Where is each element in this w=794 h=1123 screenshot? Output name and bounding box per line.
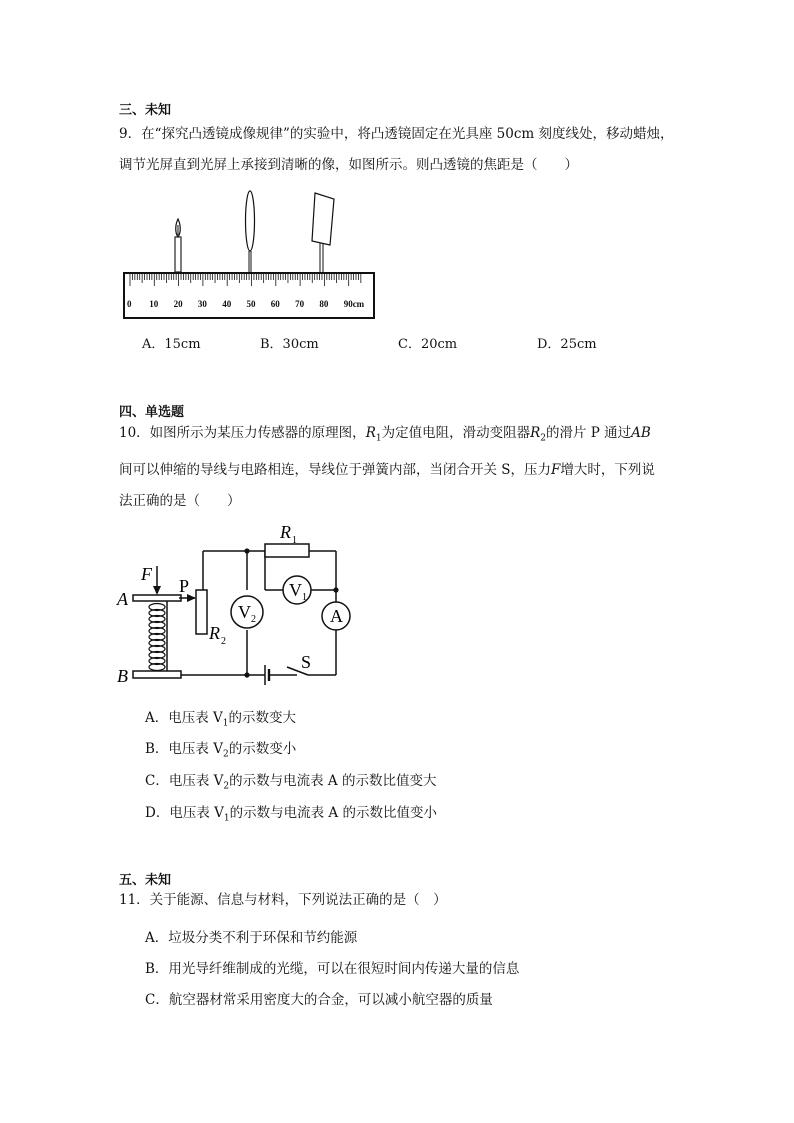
- question-11: [119, 885, 689, 916]
- label-s: S: [301, 652, 312, 672]
- option-c[interactable]: C．航空器材常采用密度大的合金，可以减小航空器的质量: [145, 992, 493, 1008]
- label-b: B: [117, 666, 128, 686]
- label-r1: R: [280, 522, 291, 542]
- section-heading-unknown-1: 三、未知: [119, 103, 172, 118]
- option-b[interactable]: B．用光导纤维制成的光缆，可以在很短时间内传递大量的信息: [145, 961, 520, 977]
- q10-text: 的滑片 P 通过: [546, 425, 632, 441]
- question-9-line-2: 调节光屏直到光屏上承接到清晰的像，如图所示。则凸透镜的焦距是（ ）: [119, 157, 578, 173]
- label-v2-sub: 2: [251, 614, 256, 625]
- symbol-r1-sub: 1: [375, 433, 382, 444]
- label-v2: V: [238, 602, 251, 622]
- label-ammeter: A: [330, 606, 343, 626]
- option-d[interactable]: D．25cm: [537, 337, 597, 352]
- question-11-stem: 11．关于能源、信息与材料，下列说法正确的是（ ）: [119, 892, 447, 908]
- option-text: D．电压表 V: [145, 805, 224, 821]
- question-9-line-1: 9．在“探究凸透镜成像规律”的实验中，将凸透镜固定在光具座 50cm 刻度线处，移动蜡烛，: [119, 126, 674, 142]
- ruler-tick-label: 70: [295, 299, 305, 309]
- option-c[interactable]: C．20cm: [398, 337, 458, 352]
- symbol-ab: AB: [631, 425, 651, 441]
- voltmeter-v1: [283, 576, 311, 604]
- label-r2: R: [209, 623, 220, 643]
- symbol-r2-sub: 2: [540, 433, 546, 444]
- spring: [149, 604, 165, 671]
- ammeter: [322, 602, 350, 630]
- ruler-tick-label: 90cm: [343, 299, 365, 309]
- label-r1-sub: 1: [292, 535, 297, 546]
- q10-text: 增大时，下列说: [560, 461, 655, 478]
- option-d[interactable]: [145, 801, 437, 824]
- label-a: A: [117, 589, 128, 609]
- convex-lens: [246, 191, 255, 273]
- section-heading-unknown-2: 五、未知: [119, 873, 172, 888]
- ruler-tick-label: 0: [127, 299, 132, 309]
- question-10-line-3: 法正确的是（ ）: [119, 492, 241, 509]
- option-text: A．电压表 V: [145, 710, 223, 726]
- ruler-tick-label: 80: [319, 299, 329, 309]
- option-text: 的示数变大: [228, 710, 297, 726]
- optical-bench-figure: [120, 185, 380, 321]
- option-b[interactable]: [145, 737, 296, 760]
- voltmeter-v2: [231, 596, 263, 628]
- label-v1-sub: 1: [302, 592, 307, 603]
- option-sub: 2: [222, 749, 229, 760]
- q10-text: 10．如图所示为某压力传感器的原理图，: [119, 425, 366, 441]
- option-sub: 2: [223, 781, 230, 792]
- ruler-tick-label: 10: [149, 299, 159, 309]
- ruler: [124, 273, 374, 318]
- option-a[interactable]: A．垃圾分类不利于环保和节约能源: [145, 930, 358, 946]
- option-text: B．电压表 V: [145, 741, 223, 757]
- question-10-line-2: [119, 455, 689, 486]
- question-10: [119, 418, 689, 517]
- section-heading-single-choice: 四、单选题: [119, 405, 185, 420]
- option-text: 的示数变小: [228, 741, 297, 757]
- option-text: 的示数与电流表 A 的示数比值变小: [229, 805, 437, 821]
- light-screen: [312, 193, 334, 273]
- question-10-line-1: [119, 418, 689, 455]
- label-f: F: [141, 564, 152, 584]
- symbol-r2: R: [530, 425, 541, 441]
- candle: [175, 219, 181, 272]
- option-a[interactable]: [145, 706, 296, 729]
- option-sub: 1: [223, 813, 230, 824]
- ruler-tick-label: 40: [222, 299, 232, 309]
- q10-text: 为定值电阻，滑动变阻器: [381, 425, 531, 441]
- question-9: [119, 119, 689, 181]
- label-p: P: [179, 576, 190, 596]
- symbol-r1: R: [365, 425, 376, 441]
- ruler-tick-label: 30: [197, 299, 207, 309]
- ruler-tick-label: 60: [270, 299, 280, 309]
- option-text: 的示数与电流表 A 的示数比值变大: [229, 773, 437, 789]
- option-text: C．电压表 V: [145, 773, 224, 789]
- option-sub: 1: [222, 718, 229, 729]
- ruler-tick-label: 50: [246, 299, 256, 309]
- ruler-tick-label: 20: [173, 299, 183, 309]
- symbol-f: F: [551, 461, 561, 478]
- label-r2-sub: 2: [221, 636, 226, 647]
- q10-text: 间可以伸缩的导线与电路相连，导线位于弹簧内部，当闭合开关 S，压力: [119, 461, 552, 478]
- option-a[interactable]: A．15cm: [142, 337, 201, 352]
- option-b[interactable]: B．30cm: [260, 337, 319, 352]
- label-v1: V: [289, 580, 302, 600]
- option-c[interactable]: [145, 769, 436, 792]
- pressure-sensor-circuit-figure: [115, 518, 365, 693]
